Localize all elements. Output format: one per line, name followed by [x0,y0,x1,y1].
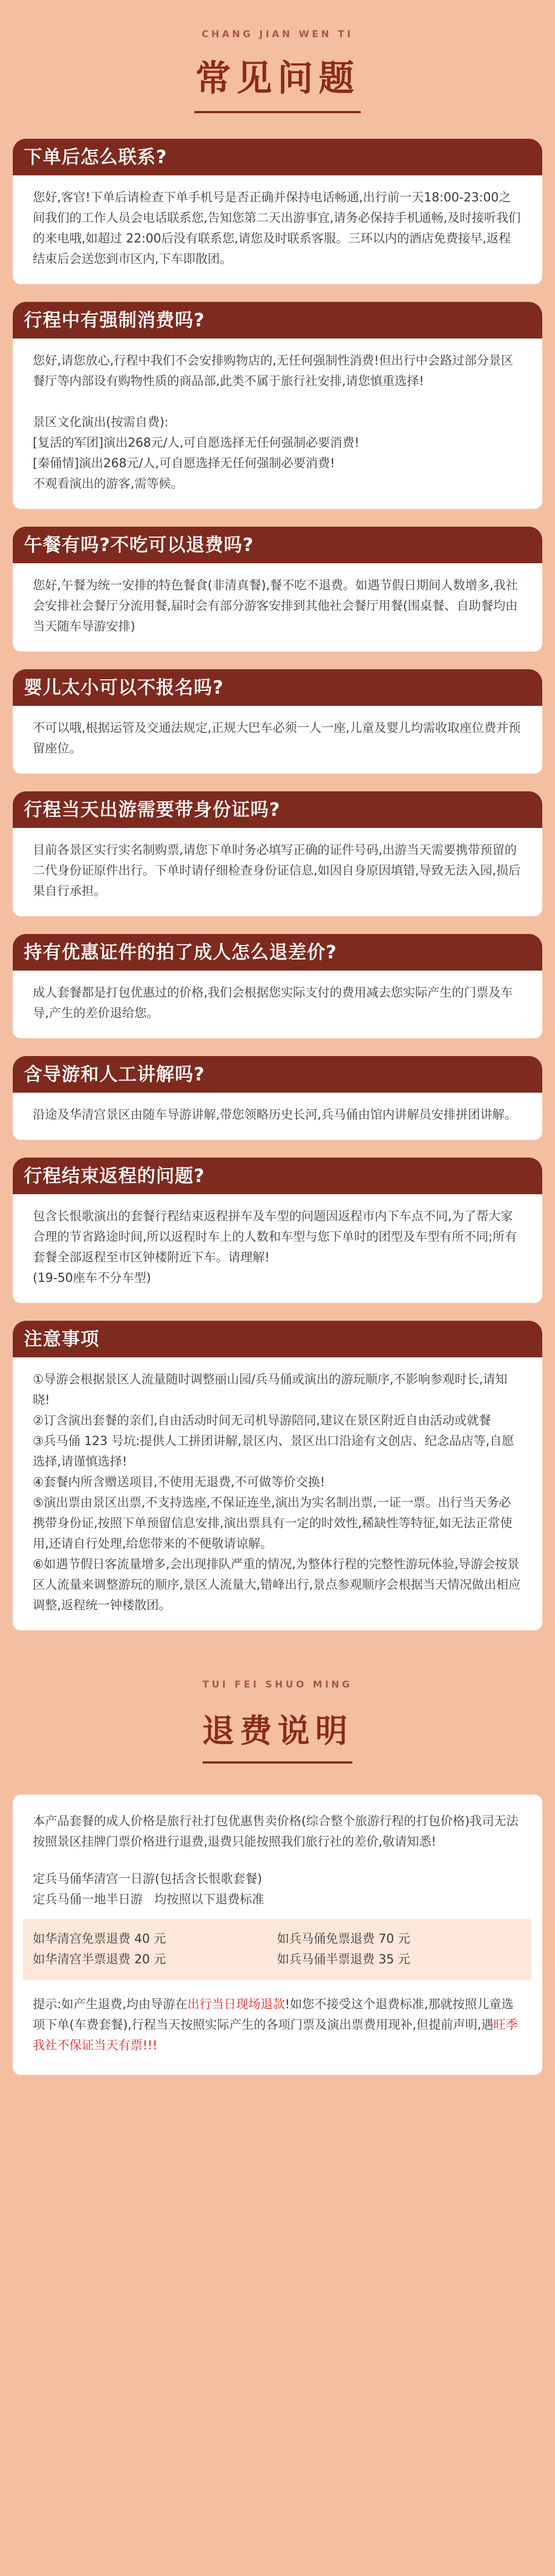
section-text: 目前各景区实行实名制购票,请您下单时务必填写正确的证件号码,出游当天需要携带预留的二代身份证原件出行。下单时请仔细检查身份证信息,如因自身原因填错,导致无法入园,损后果自行承担。 [33,843,521,898]
price-row [33,1949,521,1970]
section-body [13,828,542,916]
section-body [13,971,542,1038]
section-text: 沿途及华清宫景区由随车导游讲解,带您领略历史长河,兵马俑由馆内讲解员安排拼团讲解。 [33,1108,517,1122]
refund-card [13,1795,542,2075]
section-heading: 行程中有强制消费吗? [13,302,542,339]
faq-sections [0,139,555,1630]
section-text: 景区文化演出(按需自费): [33,416,169,430]
faq-section [13,1056,542,1140]
tip-text: !如您不接受这个退费标准,那就按照儿童选项下单(车费套餐),行程当天按照实际产生的各项门票及演出票费用现补,但提前声明,遇 [33,1998,514,2032]
refund-line-1: 定兵马俑华清宫一日游(包括含长恨歌套餐) [33,1872,263,1886]
section-body [13,339,542,509]
section-heading: 下单后怎么联系? [13,139,542,175]
tip-highlight: 出行当日现场退款 [187,1998,285,2012]
refund-pinyin: TUI FEI SHUO MING [202,1679,353,1690]
faq-section [13,1158,542,1303]
section-heading: 含导游和人工讲解吗? [13,1056,542,1093]
refund-title: 退费说明 [201,1712,353,1750]
section-heading: 持有优惠证件的拍了成人怎么退差价? [13,934,542,971]
faq-pinyin: CHANG JIAN WEN TI [201,29,354,40]
section-text: 您好,客官!下单后请检查下单手机号是否正确并保持电话畅通,出行前一天18:00-23:00之间我们的工作人员会电话联系您,告知您第二天出游事宜,请务必保持手机通畅,及时接听我们的来电哦,如超过 22:00后没有联系您,请您及时联系客服。三环以内的酒店免费接早,返程结束后会送您到市区内,下车即散团。 [33,191,521,266]
title-underline [194,111,361,113]
price-row [33,1929,521,1949]
section-text: ⑤演出票由景区出票,不支持选座,不保证连坐,演出为实名制出票,一证一票。出行当天务必携带身份证,按照下单预留信息安排,演出票具有一定的时效性,稀缺性等特征,如无法正常使用,还请自行处理,给您带来的不便敬请谅解。 [33,1496,512,1551]
section-heading: 行程结束返程的问题? [13,1158,542,1194]
price-cell: 如兵马俑免票退费 70 元 [277,1932,410,1946]
refund-tip [33,1994,521,2056]
section-text: 您好,请您放心,行程中我们不会安排购物店的,无任何强制性消费!但出行中会路过部分景区餐厅等内部设有购物性质的商品部,此类不属于旅行社安排,请您慎重选择! [33,354,513,388]
section-body [13,1194,542,1303]
section-body [13,1093,542,1140]
section-heading: 婴儿太小可以不报名吗? [13,669,542,706]
section-text: (19-50座车不分车型) [33,1271,152,1285]
faq-header [0,0,555,139]
refund-intro: 本产品套餐的成人价格是旅行社打包优惠售卖价格(综合整个旅游行程的打包价格)我司无法按照景区挂牌门票价格进行退费,退费只能按照我们旅行社的差价,敬请知悉! [33,1815,519,1849]
section-body [13,563,542,651]
refund-line-2: 定兵马俑一地半日游 均按照以下退费标准 [33,1893,264,1907]
section-heading: 午餐有吗?不吃可以退费吗? [13,527,542,563]
faq-section [13,934,542,1038]
refund-section [0,1679,555,2075]
faq-title: 常见问题 [195,58,360,99]
section-text: [复活的军团]演出268元/人,可自愿选择无任何强制必要消费! [33,436,360,450]
section-text: ③兵马俑 123 号坑:提供人工拼团讲解,景区内、景区出口沿途有文创店、纪念品店等,自愿选择,请谨慎选择! [33,1435,514,1469]
faq-section [13,527,542,651]
section-text: ②订含演出套餐的亲们,自由活动时间无司机导游陪同,建议在景区附近自由活动或就餐 [33,1414,491,1428]
spacer [33,1852,521,1869]
section-heading: 注意事项 [13,1321,542,1357]
section-text: 不可以哦,根据运管及交通法规定,正规大巴车必须一人一座,儿童及婴儿均需收取座位费并预留座位。 [33,721,521,756]
refund-price-table [23,1919,531,1980]
section-heading: 行程当天出游需要带身份证吗? [13,791,542,828]
faq-section [13,1321,542,1630]
faq-section [13,139,542,284]
refund-title-underline [203,1761,352,1764]
faq-section [13,302,542,509]
faq-section [13,669,542,774]
price-cell: 如华清宫半票退费 20 元 [33,1953,166,1967]
section-body [13,1357,542,1630]
section-text: 成人套餐都是打包优惠过的价格,我们会根据您实际支付的费用减去您实际产生的门票及车导,产生的差价退给您。 [33,986,513,1021]
price-cell: 如华清宫免票退费 40 元 [33,1932,166,1946]
section-body [13,175,542,284]
faq-section [13,791,542,916]
section-text: ①导游会根据景区人流量随时调整丽山园/兵马俑或演出的游玩顺序,不影响参观时长,请知晓! [33,1373,508,1407]
section-text: [秦俑情]演出268元/人,可自愿选择无任何强制必要消费! [33,457,335,471]
spacer [33,392,521,412]
section-text: 包含长恨歌演出的套餐行程结束返程拼车及车型的问题因返程市内下车点不同,为了帮大家合理的节省路途时间,所以返程时车上的人数和车型与您下单时的团型及车型有所不同;所有套餐全部返程至市区钟楼附近下车。请理解! [33,1210,517,1265]
tip-text: 提示:如产生退费,均由导游在 [33,1998,188,2012]
price-cell: 如兵马俑半票退费 35 元 [277,1953,410,1967]
section-text: ④套餐内所含赠送项目,不使用无退费,不可做等价交换! [33,1476,325,1489]
tip-warning: 旺季我社不保证当天有票!!! [33,2018,518,2053]
section-body [13,706,542,774]
section-text: ⑥如遇节假日客流量增多,会出现排队严重的情况,为整体行程的完整性游玩体验,导游会按景区人流量来调整游玩的顺序,景区人流量大,错峰出行,景点参观顺序会根据当天情况做出相应调整,返程统一钟楼散团。 [33,1558,521,1613]
section-text: 不观看演出的游客,需等候。 [33,477,183,491]
section-text: 您好,午餐为统一安排的特色餐食(非清真餐),餐不吃不退费。如遇节假日期间人数增多,我社会安排社会餐厅分流用餐,届时会有部分游客安排到其他社会餐厅用餐(围桌餐、自助餐均由当天随车导游安排) [33,579,518,634]
